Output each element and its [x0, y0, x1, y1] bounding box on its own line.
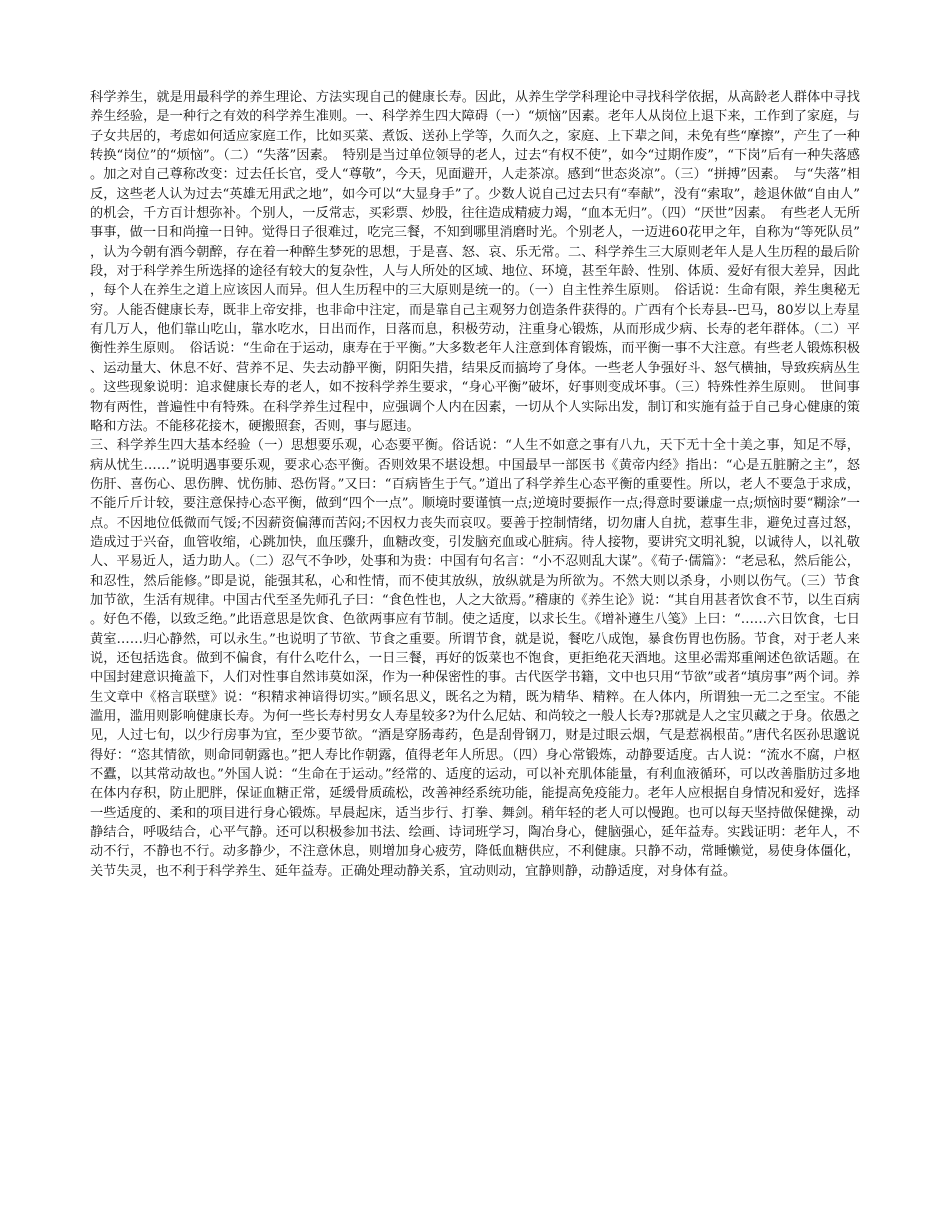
paragraph-obstacles-principles: 科学养生，就是用最科学的养生理论、方法实现自己的健康长寿。因此，从养生学学科理论中寻找科学依据，从高龄老人群体中寻找养生经验，是一种行之有效的科学养生准则。一、科学养生四大障碍（一）“烦恼”因素。老年人从岗位上退下来，工作到了家庭，与子女共居的，考虑如何适应家庭工作，比如买菜、煮饭、送孙上学等，久而久之，家庭、上下辈之间，未免有些“摩擦”，产生了一种转换“岗位”的“烦恼”。（二）“失落”因素。 特别是当过单位领导的老人，过去“有权不使”，如今“过期作废”，“下岗”后有一种失落感。加之对自己尊称改变：过去任长官，受人“尊敬”，今天，见面避开，人走茶凉。感到“世态炎凉”。（三）“拼搏”因素。 与“失落”相反，这些老人认为过去“英雄无用武之地”，如今可以“大显身手”了。少数人说自己过去只有“奉献”，没有“索取”，趁退休做“自由人”的机会，千方百计想弥补。个别人，一反常志，买彩票、炒股，往往造成精疲力竭，“血本无归”。（四）“厌世”因素。 有些老人无所事事，做一日和尚撞一日钟。觉得日子很难过，吃完三餐，不知到哪里消磨时光。个别老人，一迈进60花甲之年，自称为“等死队员”，认为今朝有酒今朝醉，存在着一种醉生梦死的思想，于是喜、怒、哀、乐无常。二、科学养生三大原则老年人是人生历程的最后阶段，对于科学养生所选择的途径有较大的复杂性，人与人所处的区域、地位、环境，甚至年龄、性别、体质、爱好有很大差异，因此，每个人在养生之道上应该因人而异。但人生历程中的三大原则是统一的。（一）自主性养生原则。 俗话说：生命有限，养生奥秘无穷。人能否健康长寿，既非上帝安排，也非命中注定，而是靠自己主观努力创造条件获得的。广西有个长寿县--巴马，80岁以上寿星有几万人，他们靠山吃山，靠水吃水，日出而作，日落而息，积极劳动，注重身心锻炼，从而形成少病、长寿的老年群体。（二）平衡性养生原则。 俗话说：“生命在于运动，康寿在于平衡。”大多数老年人注意到体育锻炼，而平衡一事不大注意。有些老人锻炼积极、运动量大、休息不好、营养不足、失去动静平衡，阴阳失措，结果反而搞垮了身体。一些老人争强好斗、怒气横抽，导致疾病丛生。这些现象说明：追求健康长寿的老人，如不按科学养生要求，“身心平衡”破坏，好事则变成坏事。（三）特殊性养生原则。 世间事物有两性，普遍性中有特殊。在科学养生过程中，应强调个人内在因素，一切从个人实际出发，制订和实施有益于自己身心健康的策略和方法。不能移花接木，硬搬照套，否则，事与愿违。 — [90, 90, 860, 434]
document-body — [90, 88, 860, 881]
paragraph-experiences: 三、科学养生四大基本经验（一）思想要乐观，心态要平衡。俗话说：“人生不如意之事有八九，天下无十全十美之事，知足不辱，病从忧生……”说明遇事要乐观，要求心态平衡。否则效果不堪设想。中国最早一部医书《黄帝内经》指出：“心是五脏腑之主”，怒伤肝、喜伤心、思伤脾、忧伤肺、恐伤肾。”又曰：“百病皆生于气。”道出了科学养生心态平衡的重要性。所以，老人不要急于求成，不能斤斤计较，要注意保持心态平衡，做到“四个一点”。顺境时要谨慎一点;逆境时要振作一点;得意时要谦虚一点;烦恼时要“糊涂”一点。不因地位低微而气馁;不因薪资偏薄而苦闷;不因权力丧失而哀叹。要善于控制情绪，切勿庸人自扰，惹事生非，避免过喜过怒，造成过于兴奋，血管收缩，心跳加快，血压骤升，血糖改变，引发脑充血或心脏病。待人接物，要讲究文明礼貌，以诚待人，以礼敬人、平易近人，适力助人。（二）忍气不争吵，处事和为贵：中国有句名言：“小不忍则乱大谋”。《荀子·儒篇》：“老忌私，然后能公，和忍性，然后能修。”即是说，能强其私，心和性情，而不使其放纵，放纵就是为所欲为。不然大则以杀身，小则以伤气。（三）节食加节欲，生活有规律。中国古代至圣先师孔子曰：“食色性也，人之大欲焉。”稽康的《养生论》说：“其自用甚者饮食不节，以生百病。好色不倦，以致乏绝。”此语意思是饮食、色欲两事应有节制。使之适度，以求长生。《增补遵生八笺》上曰：“……六日饮食，七日黄室……归心静然，可以永生。”也说明了节欲、节食之重要。所谓节食，就是说，餐吃八成饱，暴食伤胃也伤肠。节食，对于老人来说，还包括选食。做到不偏食，有什么吃什么，一日三餐，再好的饭菜也不饱食，更拒绝花天酒地。这里必需郑重阐述色欲话题。在中国封建意识掩盖下，人们对性事自然讳莫如深，作为一种保密性的事。古代医学书籍，文中也只用“节欲”或者“填房事”两个词。养生文章中《格言联壁》说：“积精求神谙得切实。”顾名思义，既名之为精，既为精华、精粹。在人体内，所谓独一无二之至宝。不能滥用，滥用则影响健康长寿。为何一些长寿村男女人寿星较多?为什么尼姑、和尚较之一般人长寿?那就是人之宝贝藏之于身。依愚之见，人过七旬，以少行房事为宜，至少要节欲。“酒是穿肠毒药，色是刮骨钢刀，财是过眼云烟，气是惹祸根苗。”唐代名医孙思邈说得好：“恣其情欲，则命同朝露也。”把人寿比作朝露，值得老年人所思。（四）身心常锻炼，动静要适度。古人说：“流水不腐，户枢不蠹，以其常动故也。”外国人说：“生命在于运动。”经常的、适度的运动，可以补充肌体能量，有利血液循环，可以改善脂肪过多地在体内存积，防止肥胖，保证血糖正常，延缓骨质疏松，改善神经系统功能，能提高免疫能力。老年人应根据自身情况和爱好，选择一些适度的、柔和的项目进行身心锻炼。早晨起床，适当步行、打拳、舞剑。稍年轻的老人可以慢跑。也可以每天坚持做保健操，动静结合，呼吸结合，心平气静。还可以积极参加书法、绘画、诗词班学习，陶冶身心，健脑强心，延年益寿。实践证明：老年人，不动不行，不静也不行。动多静少，不注意休息，则增加身心疲劳，降低血糖供应，不利健康。只静不动，常睡懒觉，易使身体僵化，关节失灵，也不利于科学养生、延年益寿。正确处理动静关系，宜动则动，宜静则静，动静适度，对身体有益。 — [90, 438, 860, 879]
